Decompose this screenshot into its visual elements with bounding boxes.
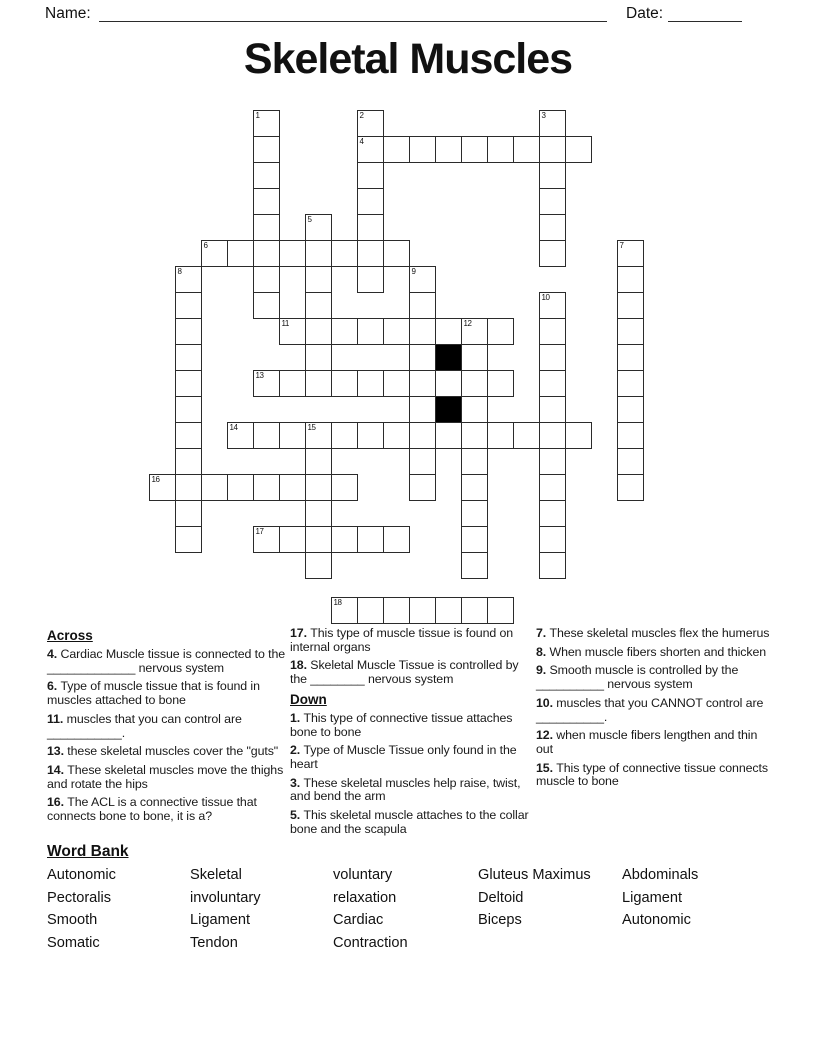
grid-cell-r14-c15[interactable] [539,474,566,501]
clue-number: 1. [290,710,304,725]
grid-cell-r14-c5[interactable] [279,474,306,501]
clue-text: When muscle fibers shorten and thicken [549,644,767,659]
grid-cell-r2-c8[interactable] [357,162,384,189]
clue-text: These skeletal muscles help raise, twist, and bend the arm [290,775,521,804]
word-bank [47,867,769,958]
grid-cell-r12-c16[interactable] [565,422,592,449]
word-bank-item: Autonomic [47,867,116,883]
grid-cell-r16-c8[interactable] [357,526,384,553]
grid-cell-r14-c4[interactable] [253,474,280,501]
grid-cell-r15-c6[interactable] [305,500,332,527]
grid-cell-r9-c15[interactable] [539,344,566,371]
grid-cell-r12-c14[interactable] [513,422,540,449]
grid-cell-r9-c18[interactable] [617,344,644,371]
cell-number-3: 3 [541,111,546,120]
grid-cell-r11-c12[interactable] [461,396,488,423]
grid-cell-r5-c8[interactable] [357,240,384,267]
grid-cell-r5-c5[interactable] [279,240,306,267]
clue-number: 7. [536,626,550,640]
grid-cell-r4-c4[interactable] [253,214,280,241]
word-bank-heading: Word Bank [47,843,129,860]
grid-cell-black-r11-c11 [435,396,462,423]
grid-cell-r11-c15[interactable] [539,396,566,423]
word-bank-item: Gluteus Maximus [478,867,591,883]
grid-cell-r10-c11[interactable] [435,370,462,397]
grid-cell-r12-c9[interactable] [383,422,410,449]
clue-number: 15. [536,760,557,775]
grid-cell-r1-c4[interactable] [253,136,280,163]
grid-cell-r16-c7[interactable] [331,526,358,553]
clue-text: Type of Muscle Tissue only found in the heart [290,743,517,771]
cell-number-16: 16 [151,475,160,484]
clue-column-2 [290,627,531,841]
page-title: Skeletal Muscles [243,35,573,83]
clue-text: these skeletal muscles cover the "guts" [67,744,279,759]
grid-cell-r13-c10[interactable] [409,448,436,475]
clue-number: 16. [47,795,68,810]
grid-cell-r7-c1[interactable] [175,292,202,319]
clue-text: This type of muscle tissue is found on internal organs [290,626,514,654]
grid-cell-r4-c15[interactable] [539,214,566,241]
grid-cell-r10-c6[interactable] [305,370,332,397]
grid-cell-r17-c15[interactable] [539,552,566,579]
grid-cell-r16-c12[interactable] [461,526,488,553]
clues-heading-across: Across [47,628,93,643]
grid-cell-r1-c15[interactable] [539,136,566,163]
cell-number-1: 1 [255,111,260,120]
grid-cell-r19-c12[interactable] [461,597,488,624]
grid-cell-r11-c10[interactable] [409,396,436,423]
grid-cell-r13-c18[interactable] [617,448,644,475]
clue-text: These skeletal muscles move the thighs and rotate the hips [47,762,284,791]
grid-cell-r10-c18[interactable] [617,370,644,397]
grid-cell-r19-c13[interactable] [487,597,514,624]
clue-number: 6. [47,679,61,694]
word-bank-item: Ligament [622,889,683,906]
grid-cell-r2-c15[interactable] [539,162,566,189]
grid-cell-r14-c7[interactable] [331,474,358,501]
grid-cell-r7-c6[interactable] [305,292,332,319]
word-bank-item: relaxation [333,889,397,906]
clue-text: muscles that you can control are ___________. [47,711,242,740]
grid-cell-r15-c12[interactable] [461,500,488,527]
word-bank-item: Smooth [47,912,98,929]
cell-number-14: 14 [229,423,238,432]
clue-number: 8. [536,644,550,659]
grid-cell-r5-c7[interactable] [331,240,358,267]
grid-cell-r12-c10[interactable] [409,422,436,449]
cell-number-13: 13 [255,371,264,380]
clue-4 [47,648,288,675]
grid-cell-r5-c18[interactable] [617,240,644,267]
grid-cell-r12-c7[interactable] [331,422,358,449]
grid-cell-r12-c6[interactable] [305,422,332,449]
clue-5 [290,809,531,836]
grid-cell-r8-c1[interactable] [175,318,202,345]
grid-cell-r9-c6[interactable] [305,344,332,371]
grid-cell-r6-c18[interactable] [617,266,644,293]
grid-cell-r5-c4[interactable] [253,240,280,267]
grid-cell-r19-c8[interactable] [357,597,384,624]
grid-cell-r8-c15[interactable] [539,318,566,345]
grid-cell-r11-c18[interactable] [617,396,644,423]
grid-cell-r15-c15[interactable] [539,500,566,527]
grid-cell-r14-c1[interactable] [175,474,202,501]
grid-cell-r12-c18[interactable] [617,422,644,449]
grid-cell-r14-c10[interactable] [409,474,436,501]
clue-text: muscles that you CANNOT control are __________. [536,695,764,724]
grid-cell-r11-c1[interactable] [175,396,202,423]
word-bank-item: Abdominals [622,867,699,883]
cell-number-10: 10 [541,293,550,302]
grid-cell-r12-c13[interactable] [487,422,514,449]
cell-number-7: 7 [619,241,624,250]
grid-cell-r9-c10[interactable] [409,344,436,371]
clue-number: 18. [290,658,311,673]
clue-number: 4. [47,647,61,661]
cell-number-17: 17 [255,527,264,536]
clue-text: Cardiac Muscle tissue is connected to the _____________ nervous system [47,647,286,675]
cell-number-9: 9 [411,267,416,276]
grid-cell-r1-c9[interactable] [383,136,410,163]
word-bank-item: Contraction [333,935,408,952]
grid-cell-r3-c8[interactable] [357,188,384,215]
grid-cell-r16-c15[interactable] [539,526,566,553]
clues-heading-down: Down [290,691,327,707]
cell-number-6: 6 [203,241,208,250]
cell-number-12: 12 [463,319,472,328]
grid-cell-r6-c4[interactable] [253,266,280,293]
grid-cell-r10-c10[interactable] [409,370,436,397]
clue-number: 3. [290,775,304,790]
clue-number: 17. [290,626,311,640]
grid-cell-r19-c7[interactable] [331,597,358,624]
grid-cell-r10-c12[interactable] [461,370,488,397]
grid-cell-r12-c5[interactable] [279,422,306,449]
grid-cell-r10-c4[interactable] [253,370,280,397]
cell-number-11: 11 [281,319,289,328]
grid-cell-r9-c1[interactable] [175,344,202,371]
name-label: Name: [45,5,91,22]
grid-cell-r5-c15[interactable] [539,240,566,267]
grid-cell-r16-c1[interactable] [175,526,202,553]
cell-number-4: 4 [359,137,364,146]
grid-cell-r14-c0[interactable] [149,474,176,501]
grid-cell-r14-c2[interactable] [201,474,228,501]
grid-cell-r14-c12[interactable] [461,474,488,501]
grid-cell-r10-c9[interactable] [383,370,410,397]
grid-cell-r17-c6[interactable] [305,552,332,579]
grid-cell-r8-c6[interactable] [305,318,332,345]
clue-3 [290,777,531,804]
grid-cell-r8-c10[interactable] [409,318,436,345]
grid-cell-r1-c14[interactable] [513,136,540,163]
grid-cell-r5-c3[interactable] [227,240,254,267]
grid-cell-r16-c4[interactable] [253,526,280,553]
grid-cell-r7-c10[interactable] [409,292,436,319]
grid-cell-r16-c9[interactable] [383,526,410,553]
clue-11 [47,713,288,740]
word-bank-item: Skeletal [190,867,242,883]
cell-number-5: 5 [307,215,312,224]
grid-cell-r6-c10[interactable] [409,266,436,293]
clue-text: This skeletal muscle attaches to the collar bone and the scapula [290,808,529,836]
word-bank-item: involuntary [190,889,261,906]
clue-text: The ACL is a connective tissue that connects bone to bone, it is a? [47,795,257,824]
clue-column-3 [536,627,777,794]
clue-14 [47,764,288,791]
cell-number-8: 8 [177,267,182,276]
grid-cell-r5-c2[interactable] [201,240,228,267]
grid-cell-r4-c6[interactable] [305,214,332,241]
grid-cell-r8-c11[interactable] [435,318,462,345]
clue-7 [536,627,777,641]
word-bank-item: voluntary [333,867,393,883]
grid-cell-r12-c12[interactable] [461,422,488,449]
clue-number: 5. [290,808,304,823]
clue-text: Skeletal Muscle Tissue is controlled by the ________ nervous system [290,658,519,687]
cell-number-15: 15 [307,423,316,432]
grid-cell-r7-c4[interactable] [253,292,280,319]
clue-8 [536,646,777,660]
clue-text: when muscle fibers lengthen and thin out [536,728,758,756]
word-bank-item: Autonomic [622,912,691,929]
word-bank-item: Biceps [478,912,522,929]
grid-cell-r8-c8[interactable] [357,318,384,345]
clue-text: This type of connective tissue attaches bone to bone [290,710,513,739]
grid-cell-r8-c13[interactable] [487,318,514,345]
grid-cell-r8-c5[interactable] [279,318,306,345]
grid-cell-r13-c15[interactable] [539,448,566,475]
grid-cell-r14-c6[interactable] [305,474,332,501]
clue-text: Type of muscle tissue that is found in muscles attached to bone [47,679,260,708]
cell-number-2: 2 [359,111,364,120]
grid-cell-r12-c1[interactable] [175,422,202,449]
grid-cell-r14-c3[interactable] [227,474,254,501]
grid-cell-r10-c15[interactable] [539,370,566,397]
grid-cell-r17-c12[interactable] [461,552,488,579]
clue-15 [536,762,777,789]
grid-cell-r6-c6[interactable] [305,266,332,293]
word-bank-item: Deltoid [478,889,524,906]
grid-cell-r6-c1[interactable] [175,266,202,293]
grid-cell-r5-c6[interactable] [305,240,332,267]
grid-cell-r3-c4[interactable] [253,188,280,215]
grid-cell-r10-c13[interactable] [487,370,514,397]
grid-cell-r19-c11[interactable] [435,597,462,624]
word-bank-item: Ligament [190,912,251,929]
clue-10 [536,697,777,724]
grid-cell-r10-c5[interactable] [279,370,306,397]
clue-number: 13. [47,744,68,759]
grid-cell-r13-c6[interactable] [305,448,332,475]
grid-cell-r8-c9[interactable] [383,318,410,345]
grid-cell-r0-c15[interactable] [539,110,566,137]
grid-cell-r8-c18[interactable] [617,318,644,345]
grid-cell-r12-c11[interactable] [435,422,462,449]
grid-cell-r1-c12[interactable] [461,136,488,163]
clue-17 [290,627,531,654]
grid-cell-r10-c1[interactable] [175,370,202,397]
grid-cell-r1-c16[interactable] [565,136,592,163]
clue-text: Smooth muscle is controlled by the __________ nervous system [536,663,739,692]
grid-cell-r16-c5[interactable] [279,526,306,553]
clue-number: 9. [536,663,550,678]
grid-cell-r5-c9[interactable] [383,240,410,267]
grid-cell-r10-c8[interactable] [357,370,384,397]
word-bank-item: Cardiac [333,912,384,929]
clue-column-1 [47,627,288,829]
grid-cell-r14-c18[interactable] [617,474,644,501]
grid-cell-r12-c4[interactable] [253,422,280,449]
clue-6 [47,680,288,707]
grid-cell-r4-c8[interactable] [357,214,384,241]
grid-cell-r1-c8[interactable] [357,136,384,163]
clue-13 [47,745,288,759]
grid-cell-black-r9-c11 [435,344,462,371]
grid-cell-r13-c1[interactable] [175,448,202,475]
clue-12 [536,729,777,756]
clue-number: 12. [536,728,557,743]
grid-cell-r12-c3[interactable] [227,422,254,449]
word-bank-item: Pectoralis [47,889,112,906]
clue-number: 14. [47,762,68,777]
clue-18 [290,659,531,686]
grid-cell-r1-c13[interactable] [487,136,514,163]
grid-cell-r10-c7[interactable] [331,370,358,397]
clue-text: These skeletal muscles flex the humerus [549,626,770,640]
clue-number: 2. [290,743,304,758]
cell-number-18: 18 [333,598,342,607]
grid-cell-r6-c8[interactable] [357,266,384,293]
clue-number: 11. [47,711,67,726]
grid-cell-r0-c8[interactable] [357,110,384,137]
grid-cell-r0-c4[interactable] [253,110,280,137]
clue-1 [290,712,531,739]
grid-cell-r7-c18[interactable] [617,292,644,319]
grid-cell-r9-c12[interactable] [461,344,488,371]
clue-9 [536,664,777,691]
grid-cell-r13-c12[interactable] [461,448,488,475]
grid-cell-r19-c10[interactable] [409,597,436,624]
word-bank-item: Tendon [190,935,238,952]
date-label: Date: [626,5,664,22]
grid-cell-r8-c7[interactable] [331,318,358,345]
grid-cell-r12-c15[interactable] [539,422,566,449]
word-bank-item: Somatic [47,935,100,952]
grid-cell-r19-c9[interactable] [383,597,410,624]
grid-cell-r1-c11[interactable] [435,136,462,163]
grid-cell-r16-c6[interactable] [305,526,332,553]
grid-cell-r3-c15[interactable] [539,188,566,215]
clue-16 [47,796,288,823]
grid-cell-r7-c15[interactable] [539,292,566,319]
clue-2 [290,744,531,771]
clue-number: 10. [536,695,557,710]
grid-cell-r12-c8[interactable] [357,422,384,449]
grid-cell-r8-c12[interactable] [461,318,488,345]
grid-cell-r2-c4[interactable] [253,162,280,189]
grid-cell-r1-c10[interactable] [409,136,436,163]
grid-cell-r15-c1[interactable] [175,500,202,527]
clue-text: This type of connective tissue connects muscle to bone [536,760,768,789]
